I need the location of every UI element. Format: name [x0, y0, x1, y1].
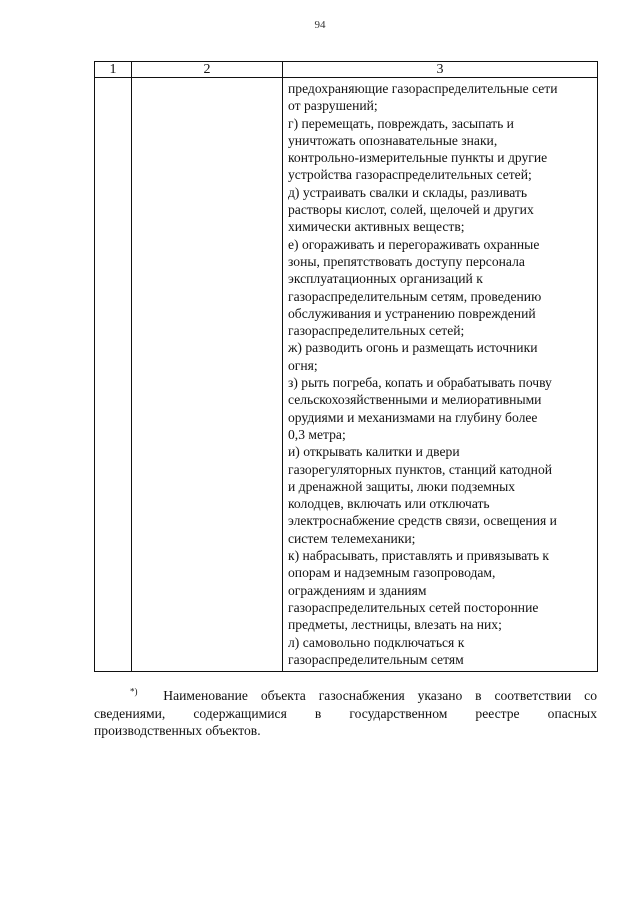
text-line: ж) разводить огонь и размещать источники: [288, 340, 538, 356]
page-number: 94: [314, 19, 326, 31]
text-line: сельскохозяйственными и мелиоративными: [288, 392, 542, 408]
text-line: опорам и надземным газопроводам,: [288, 565, 496, 581]
text-line: е) огораживать и перегораживать охранные: [288, 236, 540, 252]
text-line: и) открывать калитки и двери: [288, 444, 460, 460]
footnote-line: производственных объектов.: [94, 723, 261, 738]
text-line: эксплуатационных организаций к: [288, 271, 483, 287]
text-line: к) набрасывать, приставлять и привязывать к: [288, 548, 550, 564]
text-line: электроснабжение средств связи, освещения и: [288, 513, 557, 529]
text-line: огня;: [288, 357, 318, 373]
footnote: [94, 687, 597, 740]
table-row: [95, 78, 598, 672]
footnote-line: сведениями, содержащимися в государственном реестре опасных: [94, 705, 597, 721]
text-line: контрольно-измерительные пункты и другие: [288, 150, 548, 166]
text-line: колодцев, включать или отключать: [288, 496, 490, 512]
table-cell-col2: [132, 78, 283, 672]
table-cell-col3: [283, 78, 598, 672]
text-line: газорегуляторных пунктов, станций катодной: [288, 461, 553, 477]
column-header-3: 3: [283, 62, 598, 78]
text-line: з) рыть погреба, копать и обрабатывать почву: [288, 375, 552, 391]
text-line: обслуживания и устранению повреждений: [288, 305, 536, 321]
text-line: ограждениям и зданиям: [288, 582, 427, 598]
text-line: л) самовольно подключаться к: [288, 634, 465, 650]
text-line: г) перемещать, повреждать, засыпать и: [288, 115, 514, 131]
text-line: от разрушений;: [288, 98, 378, 114]
column-header-1: 1: [95, 62, 132, 78]
footnote-line: [94, 687, 597, 705]
table-header-row: [95, 62, 598, 78]
text-line: уничтожать опознавательные знаки,: [288, 132, 498, 148]
text-line: орудиями и механизмами на глубину более: [288, 409, 538, 425]
text-line: зоны, препятствовать доступу персонала: [288, 253, 525, 269]
cell-text-col3: [283, 78, 597, 671]
text-line: газораспределительных сетей;: [288, 323, 465, 339]
text-line: газораспределительным сетям, проведению: [288, 288, 542, 304]
footnote-marker: *): [130, 686, 138, 697]
text-line: газораспределительных сетей посторонние: [288, 599, 539, 615]
column-header-2: 2: [132, 62, 283, 78]
text-line: устройства газораспределительных сетей;: [288, 167, 532, 183]
text-line: предохраняющие газораспределительные сети: [288, 81, 558, 96]
text-line: и дренажной защиты, люки подземных: [288, 478, 516, 494]
text-line: предметы, лестницы, влезать на них;: [288, 617, 502, 633]
text-line: систем телемеханики;: [288, 530, 416, 546]
text-line: газораспределительным сетям: [288, 651, 464, 667]
text-line: д) устраивать свалки и склады, разливать: [288, 184, 528, 200]
content-table: [94, 61, 598, 672]
text-line: химически активных веществ;: [288, 219, 465, 235]
text-line: растворы кислот, солей, щелочей и других: [288, 202, 534, 218]
table-cell-col1: [95, 78, 132, 672]
footnote-text-1: Наименование объекта газоснабжения указано в соответствии со: [163, 688, 597, 703]
text-line: 0,3 метра;: [288, 426, 346, 442]
